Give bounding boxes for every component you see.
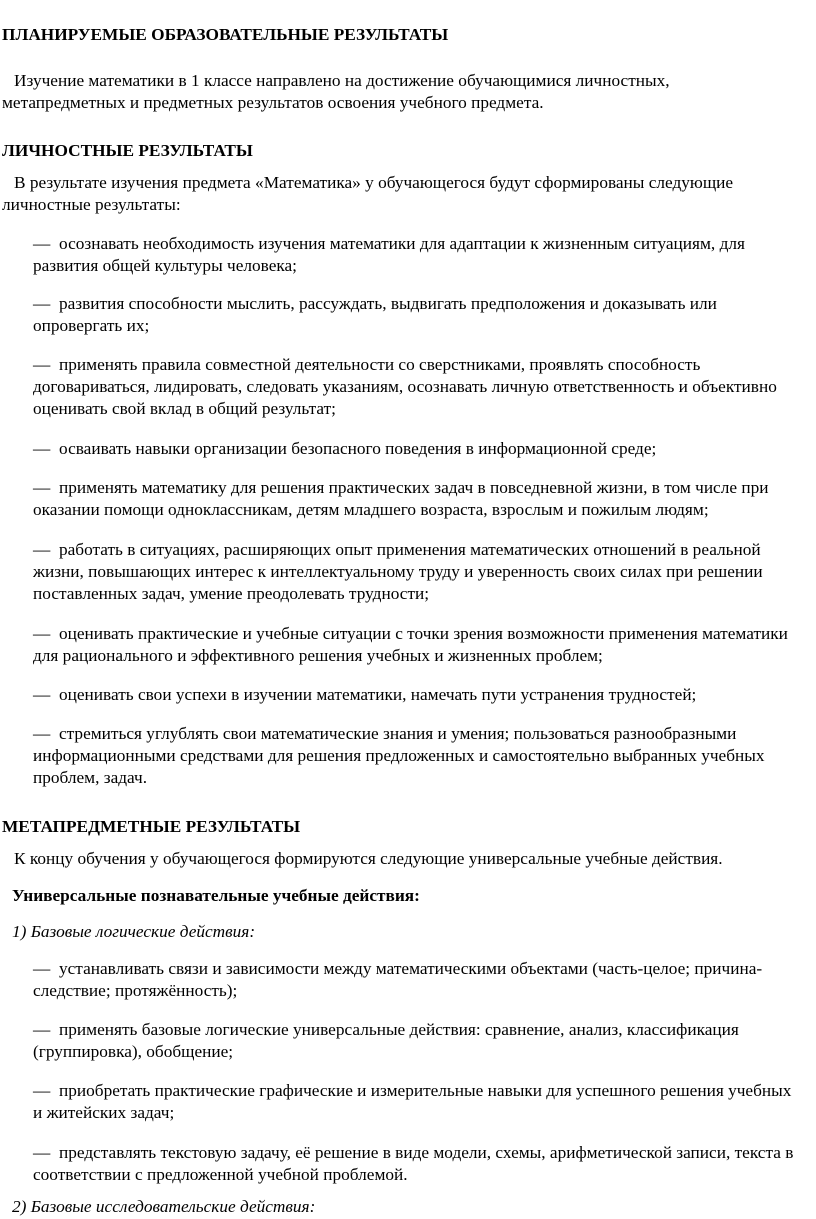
personal-item	[33, 539, 795, 605]
dash-mark: —	[33, 1143, 51, 1162]
meta-item	[33, 1142, 795, 1186]
main-heading: ПЛАНИРУЕМЫЕ ОБРАЗОВАТЕЛЬНЫЕ РЕЗУЛЬТАТЫ	[2, 25, 449, 44]
personal-item-text: оценивать свои успехи в изучении математики, намечать пути устранения трудностей;	[59, 685, 697, 704]
meta-item-text: применять базовые логические универсальные действия: сравнение, анализ, классификация (группировка), обобщение;	[33, 1020, 739, 1061]
personal-item-text: осваивать навыки организации безопасного поведения в информационной среде;	[59, 439, 657, 458]
dash-mark: —	[33, 724, 51, 743]
personal-item-text: осознавать необходимость изучения математики для адаптации к жизненным ситуациям, для развития общей культуры человека;	[33, 234, 745, 275]
personal-item	[33, 477, 795, 521]
dash-mark: —	[33, 624, 51, 643]
dash-mark: —	[33, 1020, 51, 1039]
personal-item-text: применять правила совместной деятельности со сверстниками, проявлять способность договариваться, лидировать, следовать указаниям, осознавать личную ответственность и объективно оценивать свой вклад в общий результат;	[33, 355, 777, 418]
meta-results-lead: К концу обучения у обучающегося формируются следующие универсальные учебные действия.	[14, 849, 723, 868]
dash-mark: —	[33, 540, 51, 559]
dash-mark: —	[33, 478, 51, 497]
dash-mark: —	[33, 234, 51, 253]
personal-results-lead: В результате изучения предмета «Математика» у обучающегося будут сформированы следующие личностные результаты:	[2, 173, 734, 214]
personal-item	[33, 293, 795, 337]
personal-results-heading: ЛИЧНОСТНЫЕ РЕЗУЛЬТАТЫ	[2, 141, 253, 160]
dash-mark: —	[33, 294, 51, 313]
intro-paragraph: Изучение математики в 1 классе направлено на достижение обучающимися личностных, метапредметных и предметных результатов освоения учебного предмета.	[2, 71, 670, 112]
dash-mark: —	[33, 1081, 51, 1100]
section-research-actions: 2) Базовые исследовательские действия:	[12, 1197, 316, 1216]
dash-mark: —	[33, 355, 51, 374]
meta-item-text: представлять текстовую задачу, её решение в виде модели, схемы, арифметической записи, текста в соответствии с предложенной учебной проблемой.	[33, 1143, 794, 1184]
cognitive-actions-subheading: Универсальные познавательные учебные действия:	[12, 886, 420, 905]
personal-item	[33, 354, 795, 420]
personal-item-text: работать в ситуациях, расширяющих опыт применения математических отношений в реальной жизни, повышающих интерес к интеллектуальному труду и уверенность своих силах при решении поставленных задач, умение преодолевать трудности;	[33, 540, 763, 603]
personal-item	[33, 438, 795, 460]
section-logical-actions: 1) Базовые логические действия:	[12, 922, 256, 941]
personal-item	[33, 623, 795, 667]
personal-item-text: оценивать практические и учебные ситуации с точки зрения возможности применения математики для рационального и эффективного решения учебных и жизненных проблем;	[33, 624, 788, 665]
meta-item	[33, 958, 795, 1002]
meta-results-heading: МЕТАПРЕДМЕТНЫЕ РЕЗУЛЬТАТЫ	[2, 817, 301, 836]
dash-mark: —	[33, 685, 51, 704]
personal-item-text: применять математику для решения практических задач в повседневной жизни, в том числе при оказании помощи одноклассникам, детям младшего возраста, взрослым и пожилым людям;	[33, 478, 769, 519]
personal-item	[33, 233, 795, 277]
personal-item-text: развития способности мыслить, рассуждать, выдвигать предположения и доказывать или опровергать их;	[33, 294, 717, 335]
personal-item-text: стремиться углублять свои математические знания и умения; пользоваться разнообразными информационными средствами для решения предложенных и самостоятельно выбранных учебных проблем, задач.	[33, 724, 765, 787]
personal-item	[33, 684, 795, 706]
meta-item	[33, 1019, 795, 1063]
dash-mark: —	[33, 439, 51, 458]
dash-mark: —	[33, 959, 51, 978]
meta-item-text: устанавливать связи и зависимости между математическими объектами (часть-целое; причина-следствие; протяжённость);	[33, 959, 763, 1000]
meta-item-text: приобретать практические графические и измерительные навыки для успешного решения учебных и житейских задач;	[33, 1081, 792, 1122]
personal-item	[33, 723, 795, 789]
meta-item	[33, 1080, 795, 1124]
